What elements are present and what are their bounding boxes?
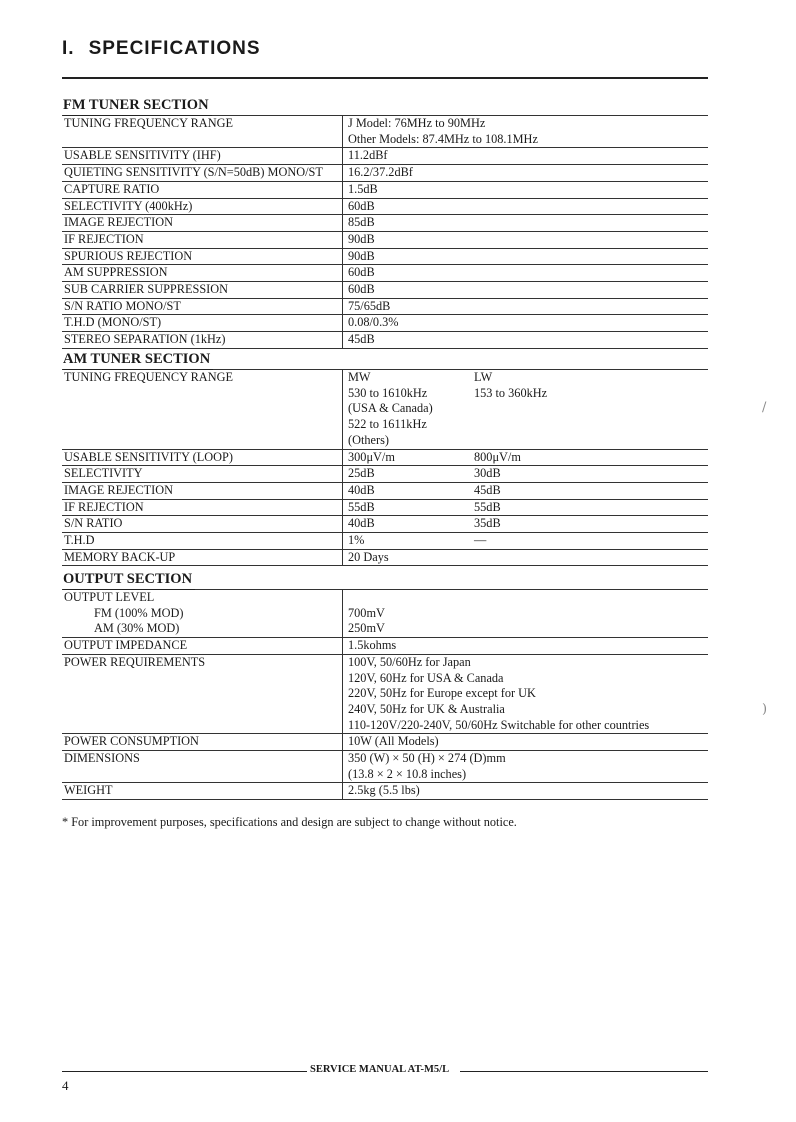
spec-value-line: J Model: 76MHz to 90MHz [348, 116, 486, 130]
spec-value [343, 783, 709, 800]
spec-value-line: 350 (W) × 50 (H) × 274 (D)mm [348, 751, 506, 766]
spec-value-line: 90dB [348, 231, 375, 246]
spec-value-line: 153 to 360kHz [474, 385, 548, 400]
spec-value: 700mV [343, 606, 709, 622]
spec-value [343, 282, 709, 299]
spec-value-line: 2.5kg (5.5 lbs) [348, 783, 420, 798]
page-title [62, 38, 261, 60]
spec-value-line: (13.8 × 2 × 10.8 inches) [348, 766, 467, 781]
spec-value-line: (USA & Canada) [348, 401, 433, 416]
spec-value [343, 332, 709, 349]
title-rule [62, 77, 708, 79]
spec-label: MEMORY BACK-UP [62, 549, 343, 566]
spec-label: CAPTURE RATIO [62, 181, 343, 198]
spec-value-line: 90dB [348, 248, 375, 263]
spec-label: WEIGHT [62, 783, 343, 800]
spec-value-line: Other Models: 87.4MHz to 108.1MHz [348, 131, 538, 146]
spec-value-line: 300μV/m [348, 449, 395, 464]
footer-rule-left [62, 1071, 307, 1072]
spec-value-line: — [474, 533, 487, 548]
spec-label: QUIETING SENSITIVITY (S/N=50dB) MONO/ST [62, 165, 343, 182]
spec-label: IMAGE REJECTION [62, 215, 343, 232]
spec-value-mw [343, 549, 473, 566]
table-row [62, 533, 708, 550]
spec-label: S/N RATIO [62, 516, 343, 533]
chapter-number: I. [62, 38, 75, 59]
table-row [62, 198, 708, 215]
spec-label: FM (100% MOD) [94, 605, 184, 620]
spec-value-mw [343, 449, 473, 466]
spec-value-line: (Others) [348, 432, 389, 447]
spec-value-line: 1.5dB [348, 181, 378, 196]
spec-value-line: 55dB [348, 499, 375, 514]
spec-value-mw [343, 499, 473, 516]
spec-value-line: 11.2dBf [348, 148, 388, 163]
spec-value-mw [343, 370, 473, 450]
spec-label: T.H.D (MONO/ST) [62, 315, 343, 332]
am-tuner-section [62, 350, 708, 566]
spec-label: IF REJECTION [62, 499, 343, 516]
table-row [62, 332, 708, 349]
table-row [62, 482, 708, 499]
spec-label: SELECTIVITY (400kHz) [62, 198, 343, 215]
table-row [62, 370, 708, 450]
spec-value-line: 10W (All Models) [348, 734, 439, 749]
spec-value-line: 25dB [348, 466, 375, 481]
table-row [62, 298, 708, 315]
spec-label: POWER CONSUMPTION [62, 734, 343, 751]
spec-value-lw [472, 549, 708, 566]
spec-value [343, 116, 709, 148]
spec-value-line: 60dB [348, 282, 375, 297]
section-heading: FM TUNER SECTION [62, 96, 708, 115]
footnote: * For improvement purposes, specifications and design are subject to change without notice. [62, 815, 517, 829]
table-row [62, 606, 708, 622]
table-row [62, 638, 708, 655]
spec-value-line: 60dB [348, 198, 375, 213]
spec-value [343, 215, 709, 232]
footer-rule-right [460, 1071, 708, 1072]
spec-value [343, 734, 709, 751]
spec-value-line: 75/65dB [348, 298, 391, 313]
spec-value-line: LW [474, 370, 493, 384]
output-spec-table [62, 589, 708, 800]
spec-value-line: 530 to 1610kHz [348, 385, 428, 400]
chapter-title: SPECIFICATIONS [88, 38, 261, 59]
fm-spec-table [62, 115, 708, 349]
section-heading: OUTPUT SECTION [62, 570, 708, 589]
table-row [62, 181, 708, 198]
spec-label: TUNING FREQUENCY RANGE [62, 370, 343, 450]
spec-value [343, 638, 709, 655]
spec-label: T.H.D [62, 533, 343, 550]
table-row [62, 231, 708, 248]
spec-value-line: 55dB [474, 499, 501, 514]
spec-value-mw [343, 533, 473, 550]
spec-value-line: 85dB [348, 215, 375, 230]
spec-value [343, 248, 709, 265]
am-spec-table [62, 369, 708, 566]
table-row [62, 751, 708, 783]
table-row [62, 282, 708, 299]
spec-value-lw [472, 466, 708, 483]
spec-value [343, 265, 709, 282]
spec-value-line: 45dB [348, 332, 375, 347]
spec-value-line: 60dB [348, 265, 375, 280]
spec-value [343, 198, 709, 215]
table-row [62, 148, 708, 165]
spec-label: IMAGE REJECTION [62, 482, 343, 499]
section-heading: AM TUNER SECTION [62, 350, 708, 369]
spec-value-line: 16.2/37.2dBf [348, 165, 413, 180]
spec-label: AM (30% MOD) [62, 621, 343, 637]
spec-label: USABLE SENSITIVITY (LOOP) [62, 449, 343, 466]
spec-label: S/N RATIO MONO/ST [62, 298, 343, 315]
spec-value-line: 1% [348, 533, 365, 548]
table-row [62, 516, 708, 533]
table-row [62, 621, 708, 637]
spec-label: OUTPUT LEVEL [62, 590, 343, 606]
spec-value-line: 220V, 50Hz for Europe except for UK [348, 686, 536, 701]
spec-value-line: 35dB [474, 516, 501, 531]
spec-value-line: 40dB [348, 482, 375, 497]
spec-value-line: 40dB [348, 516, 375, 531]
table-row [62, 265, 708, 282]
spec-value-lw [472, 482, 708, 499]
scan-mark: / [762, 400, 767, 415]
table-row [62, 466, 708, 483]
spec-value-mw [343, 482, 473, 499]
table-row [62, 449, 708, 466]
spec-value-line: 30dB [474, 466, 501, 481]
spec-value-line: 100V, 50/60Hz for Japan [348, 654, 471, 669]
spec-value-lw [472, 370, 708, 450]
spec-label: SELECTIVITY [62, 466, 343, 483]
spec-value [343, 751, 709, 783]
table-row [62, 654, 708, 734]
spec-label: TUNING FREQUENCY RANGE [62, 116, 343, 148]
spec-label: USABLE SENSITIVITY (IHF) [62, 148, 343, 165]
spec-value [343, 165, 709, 182]
spec-value [343, 654, 709, 734]
spec-value-line: 0.08/0.3% [348, 315, 399, 330]
spec-value-line: 20 Days [348, 549, 389, 564]
spec-label: AM SUPPRESSION [62, 265, 343, 282]
fm-tuner-section [62, 96, 708, 349]
table-row [62, 116, 708, 148]
spec-value-line: 45dB [474, 482, 501, 497]
spec-value-lw [472, 449, 708, 466]
spec-label: IF REJECTION [62, 231, 343, 248]
spec-label: POWER REQUIREMENTS [62, 654, 343, 734]
spec-value-line: MW [348, 370, 371, 384]
spec-value-line: 522 to 1611kHz [348, 417, 427, 432]
table-row [62, 549, 708, 566]
spec-value [343, 181, 709, 198]
spec-value-line: 800μV/m [474, 449, 521, 464]
spec-value-line: 1.5kohms [348, 638, 397, 653]
spec-value-mw [343, 466, 473, 483]
scan-mark: ) [762, 702, 768, 717]
spec-value [343, 315, 709, 332]
spec-value-lw [472, 516, 708, 533]
spec-value-mw [343, 516, 473, 533]
spec-value-lw [472, 533, 708, 550]
table-row [62, 248, 708, 265]
table-row [62, 315, 708, 332]
spec-value-lw [472, 499, 708, 516]
spec-value-line: 110-120V/220-240V, 50/60Hz Switchable for other countries [348, 717, 650, 732]
spec-label: SUB CARRIER SUPPRESSION [62, 282, 343, 299]
spec-label: OUTPUT IMPEDANCE [62, 638, 343, 655]
spec-value-line: 120V, 60Hz for USA & Canada [348, 670, 504, 685]
spec-value-line: 240V, 50Hz for UK & Australia [348, 701, 505, 716]
spec-value [343, 590, 709, 606]
spec-label: DIMENSIONS [62, 751, 343, 783]
spec-value [343, 231, 709, 248]
spec-label: STEREO SEPARATION (1kHz) [62, 332, 343, 349]
table-row [62, 499, 708, 516]
footer-title: SERVICE MANUAL AT-M5/L [310, 1064, 450, 1075]
table-row [62, 783, 708, 800]
spec-value: 250mV [343, 621, 709, 637]
spec-label: SPURIOUS REJECTION [62, 248, 343, 265]
page-number: 4 [62, 1078, 69, 1093]
table-row [62, 590, 708, 606]
output-section [62, 570, 708, 800]
table-row [62, 215, 708, 232]
table-row [62, 165, 708, 182]
spec-value [343, 148, 709, 165]
spec-value [343, 298, 709, 315]
table-row [62, 734, 708, 751]
